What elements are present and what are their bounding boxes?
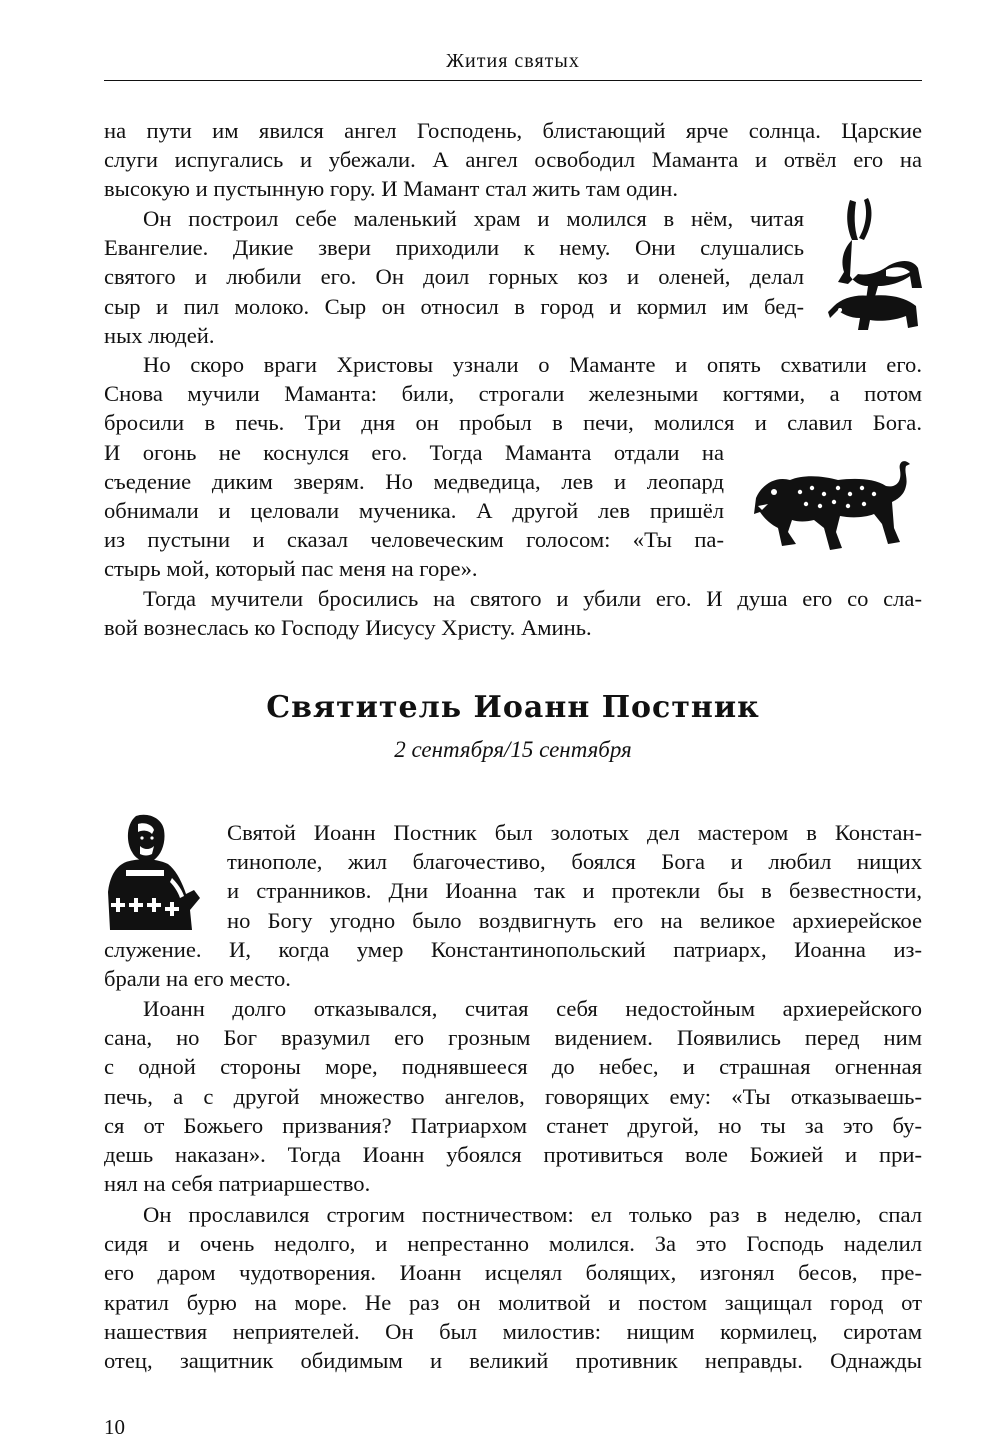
text-line: нашествия неприятелей. Он был милостив: нищим кормилец, сиротам — [104, 1318, 922, 1344]
text-line: Он прославился строгим постничеством: ел только раз в неделю, спал — [143, 1202, 922, 1227]
text-line: обнимали и целовали мученика. А другой лев пришёл — [104, 498, 724, 524]
text-line: из пустыни и сказал человеческим голосом: «Ты па- — [104, 527, 724, 553]
section2-para2 — [104, 994, 922, 1198]
text-line: служение. И, когда умер Константинопольский патриарх, Иоанна из- — [104, 936, 922, 962]
text-line: Но скоро враги Христовы узнали о Маманте и опять схватили его. — [143, 352, 922, 377]
text-line: сыр и пил молоко. Сыр он относил в город и кормил им бед- — [104, 293, 804, 319]
text-line: тинополе, жил благочестиво, боялся Бога и любил нищих — [227, 849, 922, 875]
text-line: нял на себя патриаршество. — [104, 1171, 371, 1197]
text-line: ся от Божьего призвания? Патриархом станет другой, но ты за это бу- — [104, 1112, 922, 1138]
text-line: Тогда мучители бросились на святого и убили его. И душа его со сла- — [143, 586, 922, 611]
text-line: отец, защитник обидимым и великий противник неправды. Однажды — [104, 1348, 922, 1374]
text-line: ных людей. — [104, 322, 215, 348]
text-line: сидя и очень недолго, и непрестанно молился. За это Господь наделил — [104, 1231, 922, 1257]
section1-para4 — [104, 584, 922, 642]
text-line: Он построил себе маленький храм и молился в нём, читая — [143, 206, 804, 231]
text-line: кратил бурю на море. Не раз он молитвой и постом защищал город от — [104, 1289, 922, 1315]
text-line: печь, а с другой множество ангелов, говорящих ему: «Ты отказываешь- — [104, 1083, 922, 1109]
running-header: Жития святых — [446, 50, 580, 72]
text-line: но Богу угодно было воздвигнуть его на великое архиерейское — [227, 907, 922, 933]
text-line: брали на его место. — [104, 966, 291, 992]
text-line: дешь наказан». Тогда Иоанн убоялся противиться воле Божией и при- — [104, 1142, 922, 1168]
text-line: Святой Иоанн Постник был золотых дел мастером в Констан- — [227, 820, 922, 845]
section1-para1 — [104, 116, 922, 204]
text-line: бросили в печь. Три дня он пробыл в печи, молился и славил Бога. — [104, 410, 922, 436]
goats-illustration — [828, 196, 924, 332]
text-line: и странников. Дни Иоанна так и протекли бы в безвестности, — [227, 878, 922, 904]
header-rule — [104, 80, 922, 81]
feast-date: 2 сентября/15 сентября — [394, 737, 632, 762]
section2-para3 — [104, 1200, 922, 1375]
text-line: Евангелие. Дикие звери приходили к нему. Они слушались — [104, 235, 804, 261]
page-number: 10 — [104, 1415, 125, 1439]
section1-para2 — [104, 204, 804, 350]
text-line: И огонь не коснулся его. Тогда Маманта отдали на — [104, 439, 724, 465]
section-title: Святитель Иоанн Постник — [266, 690, 760, 725]
text-line: его даром чудотворения. Иоанн исцелял болящих, изгонял бесов, пре- — [104, 1260, 922, 1286]
text-line: с одной стороны море, поднявшееся до небес, и страшная огненная — [104, 1054, 922, 1080]
text-line: съедение диким зверям. Но медведица, лев и леопард — [104, 468, 724, 494]
text-line: стырь мой, который пас меня на горе». — [104, 556, 478, 582]
text-line: высокую и пустынную гору. И Мамант стал жить там один. — [104, 176, 679, 202]
text-line: вой вознеслась ко Господу Иисусу Христу. Аминь. — [104, 615, 592, 641]
beast-illustration — [754, 458, 914, 554]
section2-para1 — [104, 818, 922, 993]
text-line: Снова мучили Маманта: били, строгали железными когтями, а потом — [104, 381, 922, 407]
text-line: слуги испугались и убежали. А ангел освободил Маманта и отвёл его на — [104, 147, 922, 173]
text-line: на пути им явился ангел Господень, блистающий ярче солнца. Царские — [104, 118, 922, 143]
text-line: Иоанн долго отказывался, считая себя недостойным архиерейского — [143, 996, 922, 1021]
text-line: святого и любили его. Он доил горных коз и оленей, делал — [104, 264, 804, 290]
text-line: сана, но Бог вразумил его грозным видением. Появились перед ним — [104, 1025, 922, 1051]
